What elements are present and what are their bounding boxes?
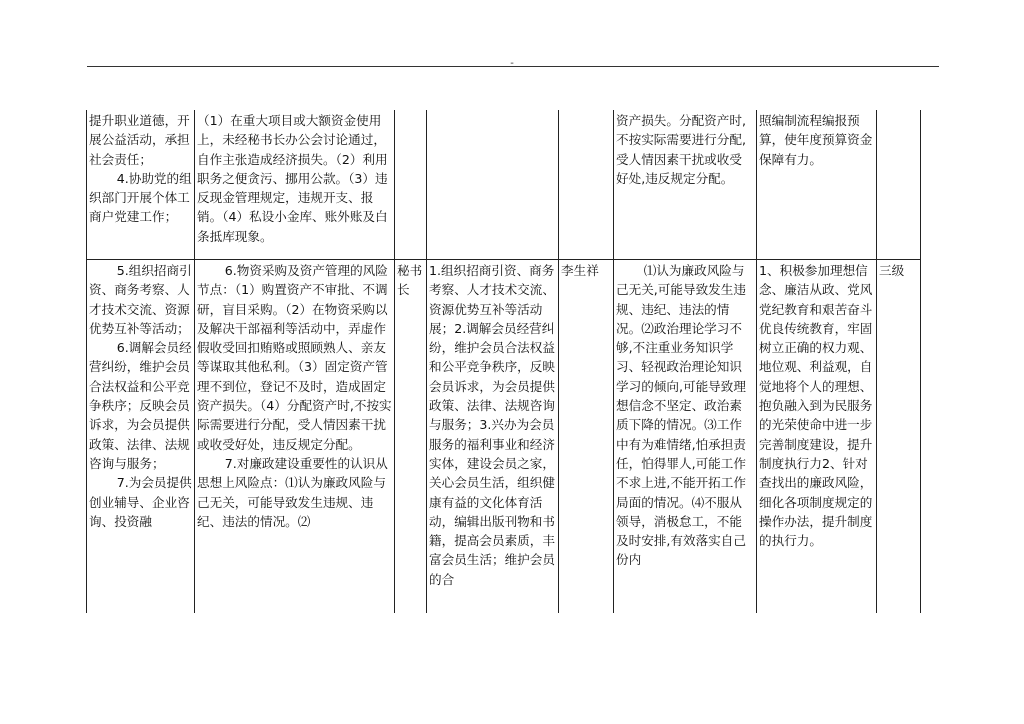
risk-point-cell [195, 110, 395, 260]
page-header-mark: - [510, 58, 514, 69]
person-cell [559, 110, 614, 260]
measure-cell [757, 260, 877, 614]
duty-cell [87, 260, 195, 614]
measure-text: 照编制流程编报预算，使年度预算资金保障有力。 [759, 113, 873, 167]
risk-point-item: 7.对廉政建设重要性的认识从思想上风险点：⑴认为廉政风险与己无关，可能导致发生违规、违纪、违法的情况。⑵ [197, 455, 388, 529]
risk-level: 三级 [879, 263, 905, 278]
post-duty-text: 1.组织招商引资、商务考察、人才技术交流、资源优势互补等活动展；2.调解会员经营纠纷，维护会员合法权益和公平竞争秩序，反映会员诉求，为会员提供政策、法律、法规咨询与服务；3.兴办为会员服务的福利事业和经济实体，建设会员之家，关心会员生活，组织健康有益的文化体育活动，编辑出版刊物和书籍，提高会员素质，丰富会员生活；维护会员的合 [429, 263, 555, 587]
duty-item: 6.调解会员经营纠纷，维护会员合法权益和公平竞争秩序；反映会员诉求，为会员提供政策、法律、法规咨询与服务； [89, 340, 192, 471]
risk-point-cell [195, 260, 395, 614]
post-duty-cell [427, 110, 559, 260]
duty-text: 提升职业道德，开展公益活动，承担社会责任； [89, 113, 190, 167]
measure-text: 1、积极参加理想信念、廉洁从政、党风党纪教育和艰苦奋斗优良传统教育，牢固树立正确的权力观、地位观、利益观，自觉地将个人的理想、抱负融入到为民服务的光荣使命中进一步完善制度建设，提升制度执行力2、针对查找出的廉政风险，细化各项制度规定的操作办法，提升制度的执行力。 [759, 263, 873, 549]
duty-item: 5.组织招商引资、商务考察、人才技术交流、资源优势互补等活动； [89, 263, 192, 336]
table-row [87, 110, 921, 260]
person-cell [559, 260, 614, 614]
level-cell [877, 110, 921, 260]
risk-control-table [86, 110, 921, 613]
level-cell [877, 260, 921, 614]
table-row [87, 260, 921, 614]
risk-point-item: 6.物资采购及资产管理的风险节点：（1）购置资产不审批、不调研，盲目采购。（2）在物资采购以及解决干部福利等活动中，弄虚作假收受回扣贿赂或照顾熟人、亲友等谋取其他私利。（3）固定资产管理不到位，登记不及时，造成固定资产损失。（4）分配资产时,不按实际需要进行分配，受人情因素干扰或收受好处，违反规定分配。 [197, 263, 392, 452]
post-cell [395, 260, 427, 614]
risk-point-text: （1）在重大项目或大额资金使用上，未经秘书长办公会讨论通过，自作主张造成经济损失。（2）利用职务之便贪污、挪用公款。（3）违反现金管理规定，违规开支、报销。（4）私设小金库、账外账及白条抵库现象。 [197, 113, 388, 244]
measure-cell [757, 110, 877, 260]
duty-item: 4.协助党的组织部门开展个体工商户党建工作； [89, 170, 192, 225]
post-risk-lead: ⑴认为廉政风险 [643, 263, 732, 278]
post-cell [395, 110, 427, 260]
duty-item: 7.为会员提供创业辅导、企业咨询、投资融 [89, 475, 192, 529]
header-rule [87, 66, 939, 67]
duty-cell [87, 110, 195, 260]
person-name: 李生祥 [561, 263, 599, 278]
post-title: 秘书长 [397, 263, 423, 298]
post-risk-cell [614, 110, 757, 260]
post-duty-cell [427, 260, 559, 614]
post-risk-text [616, 261, 754, 570]
post-risk-rest: 与己无关,可能导致发生违规、违纪、违法的情况。⑵政治理论学习不够,不注重业务知识学习、轻视政治理论知识学习的倾向,可能导致理想信念不坚定、政治素质下降的情况。⑶工作中有为难情绪,怕承担责任，怕得罪人,可能工作不求上进,不能开拓工作局面的情况。⑷不服从领导，消极怠工，不能及时安排,有效落实自己份内 [616, 263, 746, 568]
post-risk-cell [614, 260, 757, 614]
post-risk-text: 资产损失。分配资产时,不按实际需要进行分配,受人情因素干扰或收受好处,违反规定分配。 [616, 113, 746, 186]
